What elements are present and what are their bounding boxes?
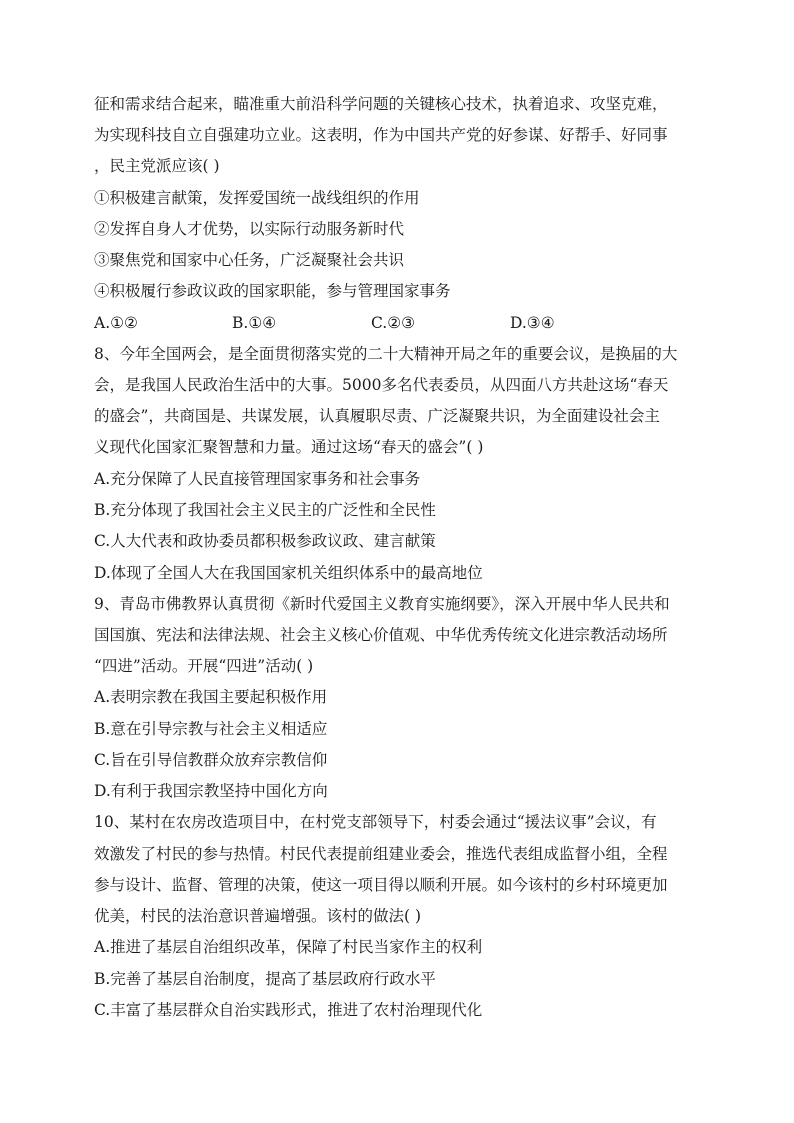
- q7-statement-1: ①积极建言献策，发挥爱国统一战线组织的作用: [94, 189, 420, 207]
- q10-stem-line: 参与设计、监督、管理的决策，使这一项目得以顺利开展。如今该村的乡村环境更加: [94, 876, 668, 894]
- q8-stem-line: 会，是我国人民政治生活中的大事。5000多名代表委员，从四面八方共赴这场“春天: [94, 376, 669, 394]
- q8-option-a[interactable]: A.充分保障了人民直接管理国家事务和社会事务: [94, 470, 421, 488]
- q8-stem-line: 8、今年全国两会，是全面贯彻落实党的二十大精神开局之年的重要会议，是换届的大: [94, 345, 678, 363]
- q9-option-a[interactable]: A.表明宗教在我国主要起积极作用: [94, 688, 328, 706]
- q9-option-b[interactable]: B.意在引导宗教与社会主义相适应: [94, 720, 328, 738]
- q7-statement-4: ④积极履行参政议政的国家职能，参与管理国家事务: [94, 282, 451, 300]
- q8-stem-line: 的盛会”，共商国是、共谋发展，认真履职尽责、广泛凝聚共识，为全面建设社会主: [94, 407, 660, 425]
- q8-stem-line: 义现代化国家汇聚智慧和力量。通过这场“春天的盛会”( ): [94, 438, 484, 456]
- q7-option-a[interactable]: A.①②: [94, 314, 138, 332]
- q10-option-a[interactable]: A.推进了基层自治组织改革，保障了村民当家作主的权利: [94, 938, 483, 956]
- q7-option-d[interactable]: D.③④: [510, 314, 555, 332]
- q7-stem-line: 征和需求结合起来，瞄准重大前沿科学问题的关键核心技术，执着追求、攻坚克难，: [94, 95, 668, 113]
- q9-option-d[interactable]: D.有利于我国宗教坚持中国化方向: [94, 782, 328, 800]
- q9-stem-line: “四进”活动。开展“四进”活动( ): [94, 657, 314, 675]
- q9-option-c[interactable]: C.旨在引导信教群众放弃宗教信仰: [94, 751, 328, 769]
- q10-stem-line: 10、某村在农房改造项目中，在村党支部领导下，村委会通过“援法议事”会议，有: [94, 813, 657, 831]
- q9-stem-line: 国国旗、宪法和法律法规、社会主义核心价值观、中华优秀传统文化进宗教活动场所: [94, 626, 668, 644]
- q10-stem-line: 效激发了村民的参与热情。村民代表提前组建业委会，推选代表组成监督小组，全程: [94, 845, 668, 863]
- q8-option-d[interactable]: D.体现了全国人大在我国国家机关组织体系中的最高地位: [94, 564, 483, 582]
- q7-option-b[interactable]: B.①④: [232, 314, 277, 332]
- q7-stem-line: 为实现科技自立自强建功立业。这表明，作为中国共产党的好参谋、好帮手、好同事: [94, 126, 668, 144]
- q10-option-b[interactable]: B.完善了基层自治制度，提高了基层政府行政水平: [94, 970, 436, 988]
- q10-option-c[interactable]: C.丰富了基层群众自治实践形式，推进了农村治理现代化: [94, 1001, 483, 1019]
- q7-options-row: [94, 313, 694, 333]
- q8-option-c[interactable]: C.人大代表和政协委员都积极参政议政、建言献策: [94, 532, 436, 550]
- q7-stem-line: ，民主党派应该( ): [94, 157, 220, 175]
- q8-option-b[interactable]: B.充分体现了我国社会主义民主的广泛性和全民性: [94, 501, 436, 519]
- q9-stem-line: 9、青岛市佛教界认真贯彻《新时代爱国主义教育实施纲要》，深入开展中华人民共和: [94, 595, 670, 613]
- q10-stem-line: 优美，村民的法治意识普遍增强。该村的做法( ): [94, 907, 422, 925]
- q7-option-c[interactable]: C.②③: [371, 314, 416, 332]
- q7-statement-2: ②发挥自身人才优势，以实际行动服务新时代: [94, 220, 405, 238]
- q7-statement-3: ③聚焦党和国家中心任务，广泛凝聚社会共识: [94, 251, 405, 269]
